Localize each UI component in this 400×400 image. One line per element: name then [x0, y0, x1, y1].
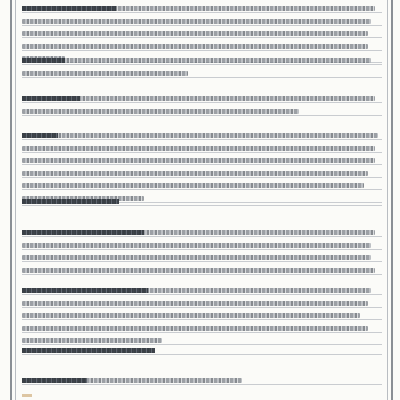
- text-line: [22, 109, 382, 116]
- illegible-text: [22, 338, 162, 343]
- section-product-code: [22, 199, 382, 212]
- illegible-text: [22, 19, 371, 24]
- section-heading: [22, 378, 87, 383]
- section-heading: [22, 348, 155, 353]
- section-heading: [22, 6, 116, 11]
- illegible-text: [22, 171, 368, 176]
- text-line: [22, 146, 382, 153]
- illegible-text: [22, 255, 371, 260]
- illegible-text: [22, 326, 368, 331]
- text-line: [22, 158, 382, 165]
- text-line: [22, 243, 382, 250]
- text-line: [22, 44, 382, 51]
- text-line: [22, 255, 382, 262]
- text-line: [22, 19, 382, 26]
- text-line: [22, 348, 382, 355]
- text-line: [22, 301, 382, 308]
- illegible-text: [22, 313, 360, 318]
- text-line: [22, 338, 382, 345]
- text-line: [22, 71, 382, 78]
- text-line: [22, 96, 382, 103]
- text-line: [22, 6, 382, 13]
- section-conformity-requirements: [22, 230, 382, 280]
- stamp-mark: [22, 394, 32, 397]
- text-line: [22, 268, 382, 275]
- illegible-text: [22, 31, 368, 36]
- text-line: [22, 230, 382, 237]
- section-heading: [22, 230, 144, 235]
- illegible-text: [22, 133, 378, 138]
- text-line: [22, 326, 382, 333]
- section-validity-period: [22, 378, 382, 391]
- section-applicant: [22, 58, 382, 83]
- illegible-text: [22, 301, 368, 306]
- illegible-text: [22, 71, 188, 76]
- illegible-text: [22, 183, 364, 188]
- section-heading: [22, 58, 65, 63]
- section-product: [22, 133, 382, 208]
- section-additional-information: [22, 348, 382, 361]
- section-heading: [22, 133, 58, 138]
- text-line: [22, 313, 382, 320]
- text-line: [22, 133, 382, 140]
- section-heading: [22, 96, 80, 101]
- illegible-text: [22, 146, 375, 151]
- text-line: [22, 288, 382, 295]
- section-issued-on-basis: [22, 288, 382, 351]
- section-heading: [22, 199, 119, 204]
- text-line: [22, 171, 382, 178]
- illegible-text: [22, 243, 371, 248]
- text-line: [22, 199, 382, 206]
- text-line: [22, 58, 382, 65]
- illegible-text: [22, 44, 368, 49]
- text-line: [22, 31, 382, 38]
- illegible-text: [22, 109, 299, 114]
- illegible-text: [22, 58, 371, 63]
- illegible-text: [22, 268, 375, 273]
- illegible-text: [22, 158, 375, 163]
- section-manufacturer: [22, 96, 382, 121]
- text-line: [22, 378, 382, 385]
- text-line: [22, 183, 382, 190]
- section-heading: [22, 288, 148, 293]
